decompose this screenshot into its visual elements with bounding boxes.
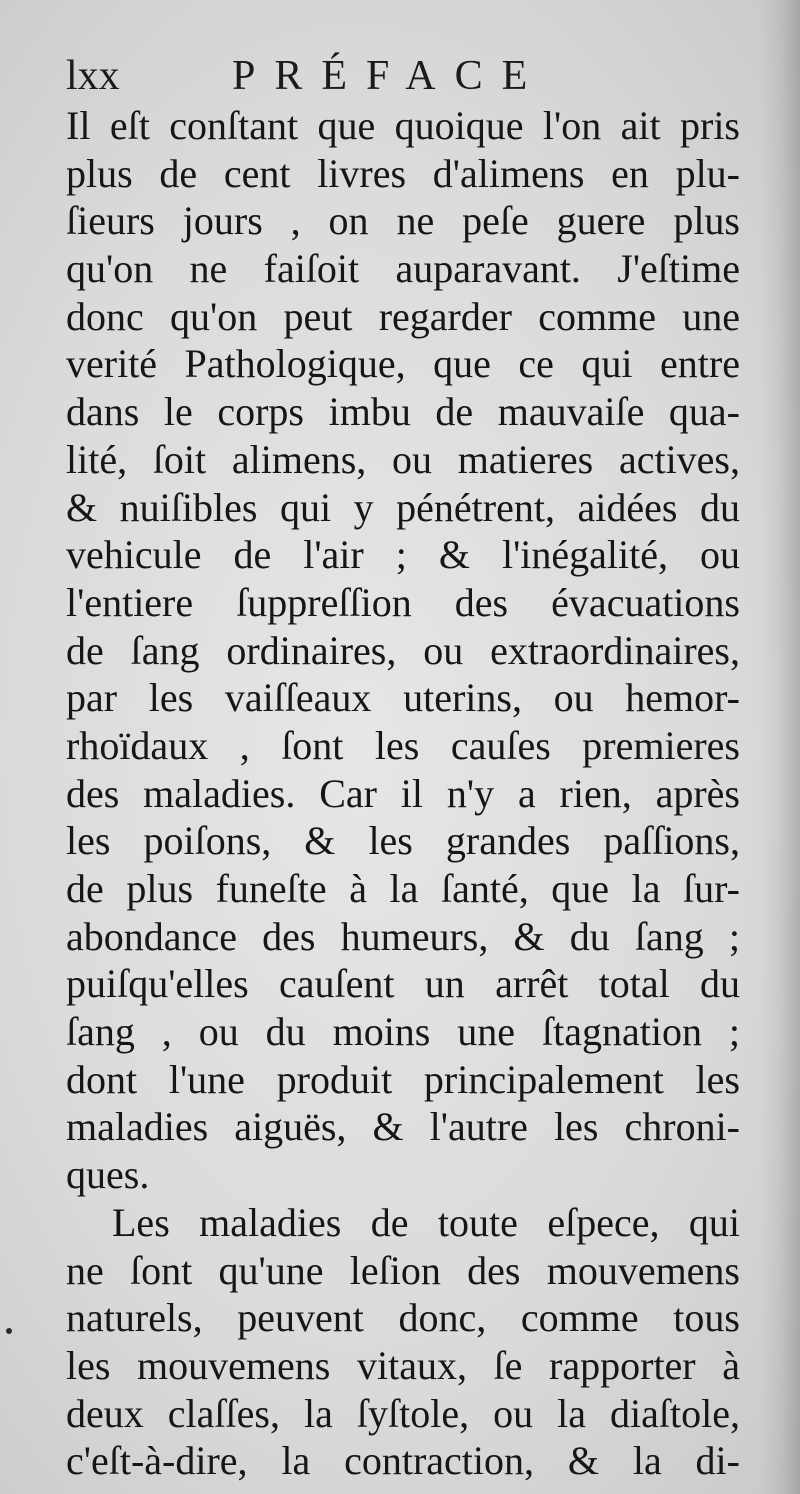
text-line: dont l'une produit principalement les [66, 1056, 740, 1102]
text-line: verité Pathologique, que ce qui entre [66, 341, 740, 387]
page-edge-shadow [760, 0, 800, 1494]
text-line: donc qu'on peut regarder comme une [66, 293, 740, 339]
text-line: c'eſt-à-dire, la contraction, & la di- [66, 1438, 740, 1484]
text-line: Il eſt conſtant que quoique l'on ait pris [66, 103, 740, 148]
text-line: ques. [66, 1152, 150, 1198]
text-line: les mouvemens vitaux, ſe rapporter à [66, 1342, 740, 1388]
text-line: des maladies. Car il n'y a rien, après [66, 770, 740, 816]
body-text [66, 102, 740, 1485]
text-line: & nuiſibles qui y pénétrent, aidées du [66, 484, 740, 530]
text-line: qu'on ne faiſoit auparavant. J'eſtime [66, 246, 740, 292]
paragraph-1 [66, 102, 740, 1199]
ink-speck [6, 1328, 12, 1334]
text-line: naturels, peuvent donc, comme tous [66, 1295, 740, 1341]
text-line: deux claſſes, la ſyſtole, ou la diaſtole, [66, 1390, 740, 1436]
text-line: maladies aiguës, & l'autre les chroni- [66, 1104, 740, 1150]
text-line: de plus funeſte à la ſanté, que la ſur- [66, 866, 740, 911]
running-title: PRÉFACE [232, 53, 547, 99]
text-line: Les maladies de toute eſpece, qui [112, 1199, 740, 1245]
page-number: lxx [66, 53, 120, 99]
text-line: abondance des humeurs, & du ſang ; [66, 913, 740, 959]
text-line: lité, ſoit alimens, ou matieres actives, [66, 436, 740, 482]
text-line: puiſqu'elles cauſent un arrêt total du [66, 961, 740, 1007]
page-header [66, 50, 706, 102]
text-line: plus de cent livres d'alimens en plu- [66, 150, 740, 196]
text-line: ſieurs jours , on ne peſe guere plus [66, 198, 740, 244]
text-line: vehicule de l'air ; & l'inégalité, ou [66, 532, 740, 578]
text-line: ne ſont qu'une leſion des mouvemens [66, 1247, 740, 1293]
text-line: par les vaiſſeaux uterins, ou hemor- [66, 675, 740, 721]
text-line: les poiſons, & les grandes paſſions, [66, 818, 740, 864]
text-line: l'entiere ſuppreſſion des évacuations [66, 579, 740, 625]
text-line: rhoïdaux , ſont les cauſes premieres [66, 722, 740, 768]
text-line: de ſang ordinaires, ou extraordinaires, [66, 627, 740, 673]
text-line: ſang , ou du moins une ſtagnation ; [66, 1009, 740, 1055]
paragraph-2 [66, 1199, 740, 1485]
text-line: dans le corps imbu de mauvaiſe qua- [66, 389, 740, 435]
